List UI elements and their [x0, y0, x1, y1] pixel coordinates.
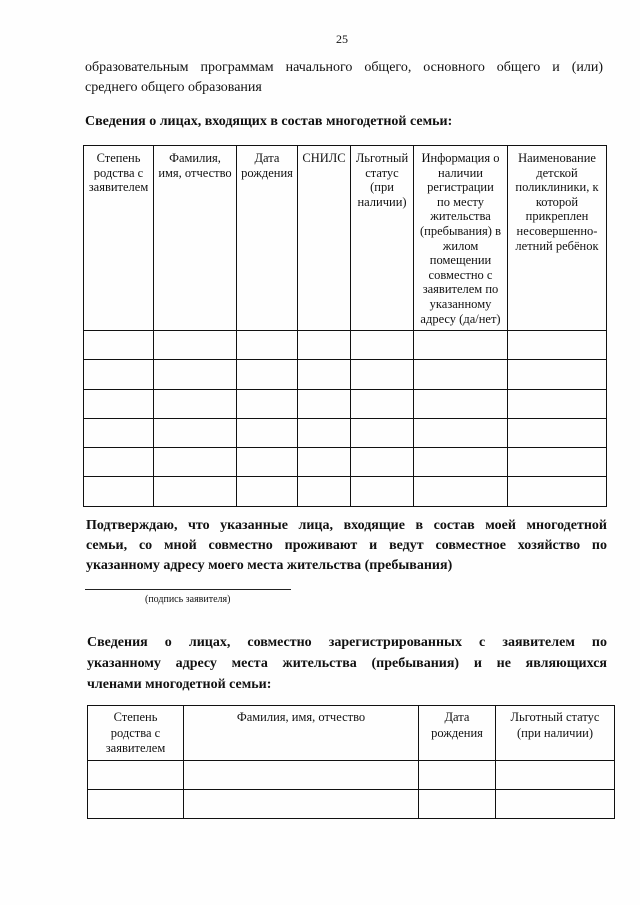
table-cell [84, 389, 154, 418]
table-cell [154, 360, 237, 389]
table-cell [88, 761, 184, 790]
table-cell [84, 477, 154, 506]
table-cell [84, 331, 154, 360]
table-cell [496, 790, 615, 819]
column-header-birth-date: Дата рождения [419, 706, 496, 761]
table-cell [237, 448, 298, 477]
column-header-benefit-status: Льготный статус (при наличии) [496, 706, 615, 761]
column-header-snils: СНИЛС [298, 146, 351, 331]
table-cell [496, 761, 615, 790]
family-members-table [83, 145, 607, 507]
text-line: Подтверждаю, что указанные лица, входящие в состав моей многодетной [86, 518, 607, 533]
table-cell [154, 448, 237, 477]
table-cell [154, 331, 237, 360]
table-row [84, 360, 607, 389]
text-line: указанному адресу места жительства (пребывания) и не являющихся [87, 656, 607, 671]
table-cell [414, 360, 508, 389]
column-header-relation: Степень родства с заявителем [84, 146, 154, 331]
table-row [88, 761, 615, 790]
table-cell [298, 448, 351, 477]
column-header-full-name: Фамилия, имя, отчество [154, 146, 237, 331]
table-cell [414, 331, 508, 360]
table-cell [237, 331, 298, 360]
table-row [84, 418, 607, 447]
table-cell [508, 477, 607, 506]
text-line: Сведения о лицах, совместно зарегистрированных с заявителем по [87, 635, 607, 650]
signature-line [85, 589, 291, 590]
column-header-relation: Степень родства с заявителем [88, 706, 184, 761]
text-line: среднего общего образования [85, 80, 262, 95]
page-number: 25 [336, 32, 348, 46]
table-cell [414, 448, 508, 477]
table-cell [84, 418, 154, 447]
text-line: семьи, со мной совместно проживают и ведут совместное хозяйство по [86, 538, 607, 553]
table-cell [237, 360, 298, 389]
table-cell [508, 448, 607, 477]
intro-paragraph [85, 58, 603, 98]
other-table-body [88, 761, 615, 819]
family-section-heading: Сведения о лицах, входящих в состав многодетной семьи: [85, 114, 453, 129]
table-cell [351, 331, 414, 360]
signature-caption: (подпись заявителя) [145, 594, 231, 605]
table-cell [88, 790, 184, 819]
table-cell [508, 389, 607, 418]
table-cell [351, 418, 414, 447]
column-header-full-name: Фамилия, имя, отчество [184, 706, 419, 761]
table-cell [298, 477, 351, 506]
table-cell [184, 790, 419, 819]
table-cell [237, 477, 298, 506]
table-row [88, 790, 615, 819]
table-cell [84, 360, 154, 389]
table-cell [508, 418, 607, 447]
column-header-birth-date: Дата рождения [237, 146, 298, 331]
table-cell [351, 477, 414, 506]
text-line: образовательным программам начального общего, основного общего и (или) [85, 60, 603, 75]
table-cell [508, 360, 607, 389]
table-cell [419, 761, 496, 790]
column-header-benefit-status: Льготный статус (при наличии) [351, 146, 414, 331]
table-cell [414, 477, 508, 506]
table-cell [298, 389, 351, 418]
column-header-registration-info: Информация о наличии регистрации по месту жительства (пребывания) в жилом помещении совместно с заявителем по указанному адресу (да/нет) [414, 146, 508, 331]
table-cell [351, 389, 414, 418]
table-cell [419, 790, 496, 819]
table-row [84, 448, 607, 477]
table-cell [298, 418, 351, 447]
table-cell [237, 389, 298, 418]
table-cell [414, 389, 508, 418]
table-cell [351, 360, 414, 389]
table-cell [298, 360, 351, 389]
family-table-body [84, 331, 607, 507]
table-header-row [84, 146, 607, 331]
table-header-row [88, 706, 615, 761]
other-residents-table [87, 705, 615, 819]
table-cell [351, 448, 414, 477]
table-cell [508, 331, 607, 360]
column-header-clinic-name: Наименование детской поликлиники, к которой прикреплен несовершенно- летний ребёнок [508, 146, 607, 331]
text-line: указанному адресу моего места жительства (пребывания) [86, 558, 453, 573]
text-line: членами многодетной семьи: [87, 677, 272, 692]
table-cell [237, 418, 298, 447]
table-cell [414, 418, 508, 447]
table-cell [154, 389, 237, 418]
table-row [84, 331, 607, 360]
table-row [84, 389, 607, 418]
confirmation-paragraph [86, 516, 607, 576]
table-cell [154, 477, 237, 506]
table-cell [84, 448, 154, 477]
table-row [84, 477, 607, 506]
other-residents-heading [87, 632, 607, 695]
table-cell [298, 331, 351, 360]
table-cell [154, 418, 237, 447]
table-cell [184, 761, 419, 790]
